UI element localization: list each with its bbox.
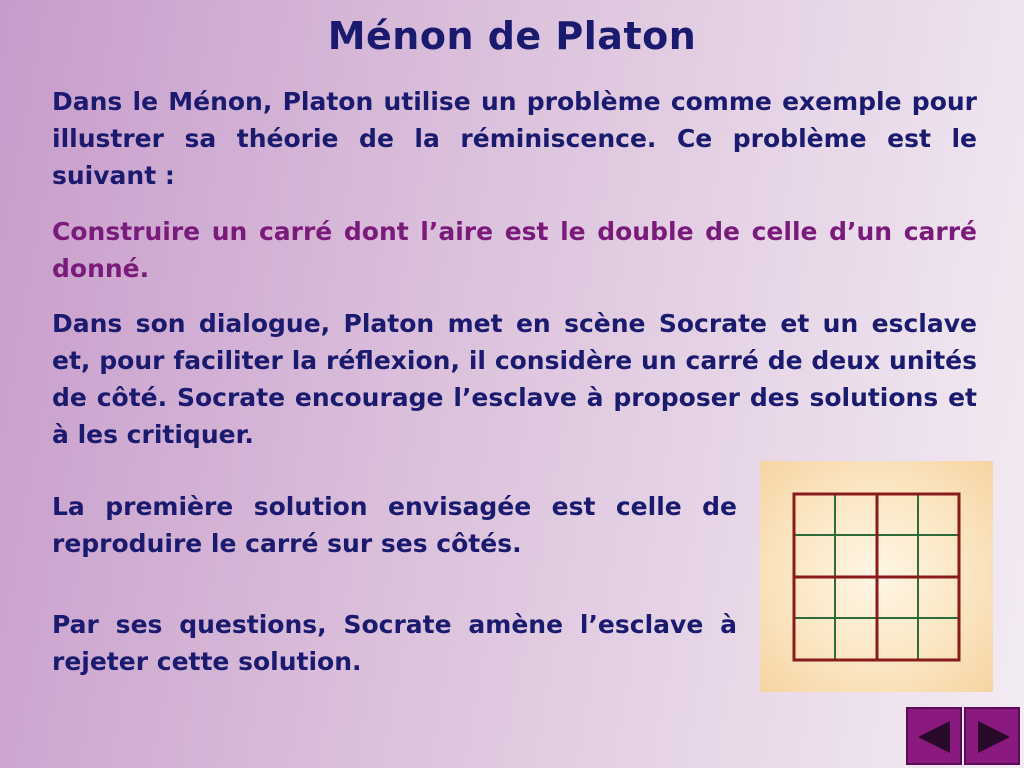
first-solution-paragraph: La première solution envisagée est celle de reproduire le carré sur ses côtés. (52, 492, 737, 558)
next-slide-button[interactable] (964, 707, 1020, 765)
square-grid-figure (760, 461, 993, 692)
arrow-left-icon (918, 721, 950, 753)
outer-squares (794, 494, 959, 660)
dialogue-paragraph: Dans son dialogue, Platon met en scène Socrate et un esclave et, pour faciliter la réflexion, il considère un carré de deux unités de côté. Socrate encourage l’esclave à proposer des solutions et à les critiquer. (52, 309, 977, 449)
slide-title: Ménon de Platon (327, 14, 697, 58)
intro-paragraph: Dans le Ménon, Platon utilise un problème comme exemple pour illustrer sa théorie de la réminiscence. Ce problème est le suivant : (52, 87, 977, 190)
problem-statement: Construire un carré dont l’aire est le double de celle d’un carré donné. (52, 217, 977, 283)
previous-slide-button[interactable] (906, 707, 962, 765)
arrow-right-icon (978, 721, 1010, 753)
rejection-paragraph: Par ses questions, Socrate amène l’esclave à rejeter cette solution. (52, 610, 737, 676)
square-grid-diagram (760, 461, 993, 692)
